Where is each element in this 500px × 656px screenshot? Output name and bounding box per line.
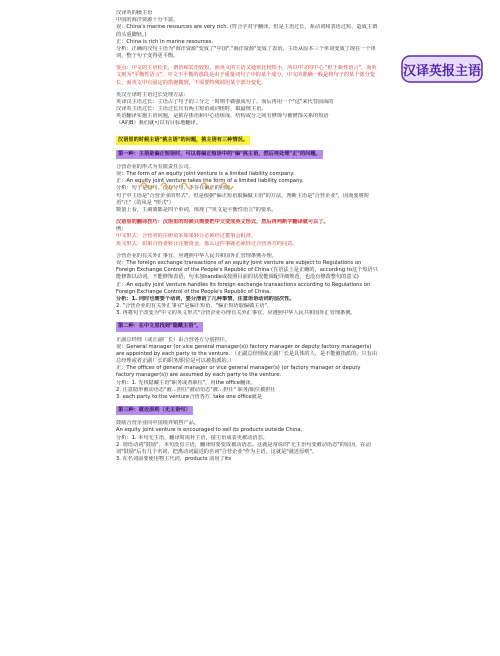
section-heading: 第三种：就近原则（无主语句）	[116, 406, 378, 415]
note-line: 汉译英主语过长：主语过长且有两主短语或词组时，取最核主语。	[116, 106, 267, 113]
note-line: （A的B）我们就可以有目标地翻译。	[116, 120, 201, 127]
note-line: 正副总经理（或正副厂长）由合营各方分别担任。	[116, 336, 231, 343]
note-line: 分析：正确的汉句主语为"海洋资源"变成了"中国","海洋资源"变成了表语。主语从原本三个单词变成了现在一个单词，整个句子变得更平衡。	[116, 45, 376, 60]
key-point-line: 要点：中文的主语松长，谓语和宾语较短，而英文的主语又通常比较短小，所以中文的中心 "但于新性语言"，而英文则为"平衡性语言"，中文不平衡的那段是由于重量词句子中的某个成分，中文的准确一般是将句子的某个部分变长，而英文中有固定的措施做到，不需要特殊调用某个部分变化。	[116, 65, 377, 86]
key-point-line: 汉语里的翻译技巧：汉语里的时候只需要把中文变成英文形式，然后再判断字翻译就可以了。	[116, 219, 329, 226]
decorative-doodles	[137, 178, 257, 192]
note-line: 分析：1. 同时也需要个动词，要分清语了几种事情，注意语语动词的层次性。	[116, 295, 295, 302]
key-point-line: 英文形式：如果合营者转让注册资金，那么这件事就必须经过合营各方的同意。	[116, 240, 298, 247]
note-line: 数量上看，主调离都是四个单词，体现了"英文是平衡性语言"的要求。	[116, 206, 277, 213]
note-line: 鼓励合营企业向中国境外销售产品。	[116, 420, 200, 427]
section-heading: 第二种：在中文里找到"隐藏主语"。	[116, 322, 378, 331]
section-heading: 第一种：主语是偏正短语时，可以将偏正短语中的"偏"挑主语，然后再处理"正"的问题。	[116, 150, 378, 159]
note-line: 3. 再将句子改变为"中文的英文形式"合营企业办理有关外汇事宜，应遵照中华人民共和国外汇管理条例。	[116, 310, 356, 317]
section-heading: 汉语里的时候主语"挑主语"的问题，挑主语有三种情况。	[116, 136, 378, 145]
note-line: 2. "合营企业的有关外汇事宜"是偏正短语，"偏正短语取偏做主语"。	[116, 303, 273, 310]
wrong-translation-line: 误：The form of an equity joint venture is a limited liability company.	[116, 171, 295, 178]
note-line: 正：An equity joint venture handles its foreign exchange transactions according to Regulations on Foreign Exchange Control of the People's Republic of China.	[116, 281, 371, 295]
note-line: 中国的海洋资源十分丰富。	[116, 17, 179, 24]
note-line: 正：China is rich in marine resources.	[116, 38, 214, 45]
wrong-translation-line: 误：The foreign exchange transactions of an equity joint venture are subject to Regulations on Foreign Exchange Control of the People's Republic of China (在语法上是正确的，according to这个短语只能修饰以动词，不能修饰表语，句末加handle或按照目前的状况能调配详细规范，也没有修改整句的意义)	[116, 259, 378, 281]
note-line: 例：	[116, 226, 127, 233]
note-line: 正：The offices of general manager or vice general manager(s) (or factory manager or deputy factory manager(s)) are assumed by each party to the venture.	[116, 365, 361, 379]
note-line: 2. 注意隐形被动语态"被…担任"被动语态"被…担任" 职务/职位被担任	[116, 386, 276, 393]
note-line: 合营企业的形式为有限责任公司。	[116, 163, 194, 170]
note-line: 3. 在名词前要使用物主代词，products 前用了its	[116, 456, 231, 463]
spacer	[116, 128, 378, 136]
title-sticker	[400, 50, 484, 90]
note-line: 3. each party to the venture合营各方. take one office就是	[116, 393, 263, 400]
note-line: 英汉互译时主语过长处理方法：	[116, 91, 189, 98]
key-point-line: 中文形式：合营者的注册资本如果转让必须经过董事会批准。	[116, 233, 257, 240]
note-line: 分析：1. 先找隐藏主语"职务或者职位"，用the office翻译。	[116, 379, 256, 386]
notes-column	[116, 10, 378, 463]
note-line: 英译汉主语过长：主语占了句子的三分之一时则不做强成句了，而后再用一个"这"来代替前面的	[116, 98, 334, 105]
note-line: 分析：句子是较句，没有分句，不存在偏正的问题。	[116, 185, 236, 192]
note-line: 句子中主语是"合营企业的形式"，但是根据"偏正短语取偏做主语"的方法，判断主语是"合营企业"，因而要将短语"正"（的风是 "形式"）	[116, 192, 369, 206]
note-line: 英语翻译实施主语问题，是依存体语和中心语组成，结构或分之间有修饰与被修饰关系的短语	[116, 113, 329, 120]
note-line: An equity joint venture is encouraged to sell its products outside China.	[116, 427, 303, 434]
note-line: 2. 谓语动词"鼓励"，本句没有主语，翻译时要变成被动语态。这就是常说的"无主语句变被动语态"的原因，在动词"鼓励"后有几个名词，把离动词最近的名词"合营企业"作为主语，这就是"就近原则"。	[116, 441, 371, 455]
wrong-translation-line: 误：General manager (or vice general manager(s)) factory manager or deputy factory manager(s) are appointed by each party to the venture. （正副总经理或正副厂长是具体的人，是不能被指派的，只有由总经理或者正副厂长的职务/职位是可以被指派的。）	[116, 343, 378, 365]
wrong-translation-line: 误：China's marine resources are very rich. (符合字对字翻译，但是主语过长，系动词和表语过短，造成主谓的头重脚轻。)	[116, 24, 378, 38]
svg-text:汉译英报主语: 汉译英报主语	[402, 64, 482, 79]
note-line: 正：An equity joint venture takes the form of a limited liability company.	[116, 178, 304, 185]
note-line: 汉译英的操主语	[116, 10, 153, 16]
note-line: 分析：1. 本句无主语，翻译时需补主语，接主语成表更被动语态。	[116, 434, 268, 441]
note-line: 合营企业的有关外汇事宜，应遵照中华人民共和国外汇管理条例办理。	[116, 252, 277, 259]
